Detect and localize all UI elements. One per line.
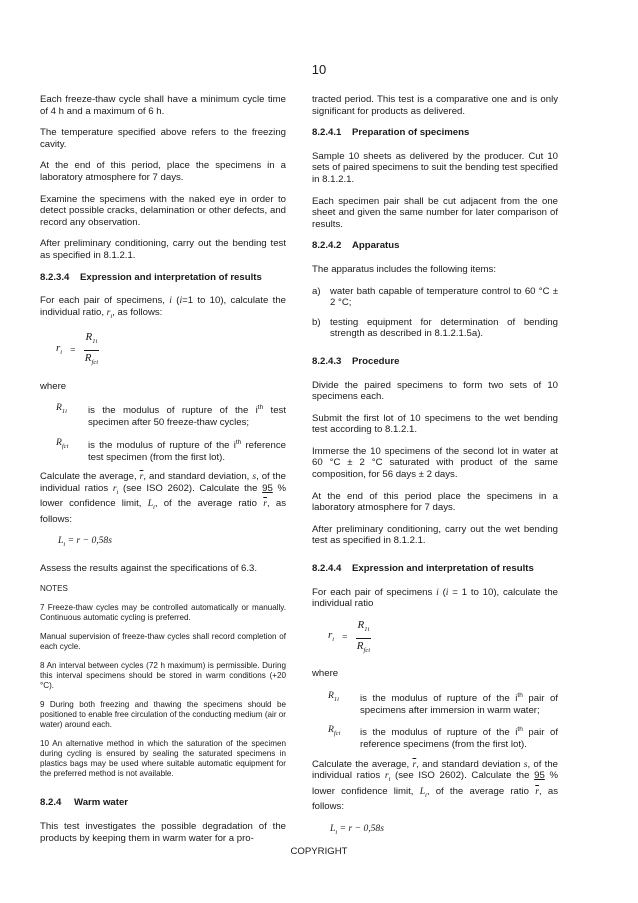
paragraph: After preliminary conditioning, carry out the bending test as specified in 8.1.2.1. (40, 238, 286, 261)
section-number: 8.2.3.4 (40, 271, 70, 283)
paragraph: The apparatus includes the following items: (312, 263, 496, 275)
paragraph: Each freeze-thaw cycle shall have a minimum cycle time of 4 h and a maximum of 6 h. (40, 94, 286, 117)
paragraph: tracted period. This test is a comparative one and is only significant for products as delivered. (312, 94, 558, 117)
paragraph: Sample 10 sheets as delivered by the producer. Cut 10 sets of paired specimens to suit the bending test specified in 8.1.2.1. (312, 150, 558, 185)
section-title: Procedure (352, 355, 400, 367)
left-column (40, 94, 286, 854)
note: 7 Freeze-thaw cycles may be controlled automatically or manually. Continuous automatic cycling is preferred. (40, 603, 286, 623)
section-title: Warm water (74, 797, 129, 809)
right-column (312, 94, 558, 850)
ratio-formula: $r_i$ = $\frac{R_{1i}}{R_{fci}}$ (56, 331, 99, 367)
list-item: a) water bath capable of temperature control to 60 °C ± 2 °C; (312, 285, 558, 309)
definition-r1i: $R_{1i}$ is the modulus of rupture of the $i^{th}$ pair of specimens after immersion in warm water; (328, 689, 558, 716)
paragraph: Immerse the 10 specimens of the second lot in water at 60 °C ± 2 °C saturated with product of the same composition, for 56 days ± 2 days. (312, 445, 558, 481)
note: 8 An interval between cycles (72 h maximum) is permissible. During this interval specimens should be stored in warm conditions (+20 °C). (40, 661, 286, 691)
paragraph: Calculate the average, $\overline{r}$, and standard deviation, s, of the individual ratios $r_i$ (see ISO 2602). Calculate the 95 % lower confidence limit, $L_i$, of the average ratio $\overline{r}$, as follows: (40, 471, 287, 525)
paragraph: This test investigates the possible degradation of the products by keeping them in warm water for a pro- (40, 821, 286, 844)
section-number: 8.2.4.2 (312, 240, 342, 252)
paragraph: Calculate the average, $\overline{r}$, and standard deviation s, of the individual ratios $r_i$ (see ISO 2602). Calculate the 95 % lower confidence limit, $L_i$, of the average ratio $\overline{r}$, as follows: (312, 758, 559, 813)
list-item: b) testing equipment for determination of bending strength as described in 8.1.2.1.5a). (312, 316, 558, 340)
definition-rfci: $R_{fci}$ is the modulus of rupture of the $i^{th}$ pair of reference specimens (from the first lot). (328, 724, 558, 751)
section-heading (312, 356, 558, 368)
section-heading (312, 563, 558, 575)
section-number: 8.2.4.1 (312, 127, 342, 139)
section-number: 8.2.4.4 (312, 563, 342, 575)
paragraph: Assess the results against the specifications of 6.3. (40, 562, 258, 574)
paragraph: Each specimen pair shall be cut adjacent from the one sheet and given the same number for later comparison of results. (312, 195, 558, 230)
section-heading (40, 797, 286, 809)
section-heading (40, 272, 286, 284)
paragraph: For each pair of specimens, i (i=1 to 10), calculate the individual ratio, $r_i$, as follows: (40, 295, 286, 320)
note: Manual supervision of freeze-thaw cycles shall record completion of each cycle. (40, 632, 286, 652)
section-number: 8.2.4 (40, 797, 62, 809)
section-heading (312, 127, 558, 139)
paragraph: Divide the paired specimens to form two sets of 10 specimens each. (312, 379, 558, 403)
note: 10 An alternative method in which the saturation of the specimen during cycling is ensured by sealing the saturated specimens in plastics bags may be used where suitable automatic equipment for the preferred method is not available. (40, 739, 286, 779)
where-label: where (312, 668, 339, 680)
paragraph: Submit the first lot of 10 specimens to the wet bending test according to 8.1.2.1. (312, 412, 558, 436)
section-title: Expression and interpretation of results (80, 271, 262, 283)
section-title: Apparatus (352, 240, 400, 252)
notes-title: NOTES (40, 584, 68, 594)
note: 9 During both freezing and thawing the specimens should be positioned to enable free circulation of the conducting medium (air or water) around each. (40, 700, 286, 730)
confidence-limit-formula: $L_i = r - 0,58s$ (58, 535, 112, 549)
definition-r1i: $R_{1i}$ is the modulus of rupture of the $i^{th}$ test specimen after 50 freeze-thaw cycles; (56, 402, 286, 429)
paragraph: For each pair of specimens i (i = 1 to 10), calculate the individual ratio (312, 586, 558, 610)
section-title: Preparation of specimens (352, 127, 470, 139)
paragraph: At the end of this period, place the specimens in a laboratory atmosphere for 7 days. (40, 160, 286, 183)
section-heading (312, 240, 558, 252)
footer-copyright: COPYRIGHT (290, 846, 348, 857)
paragraph: The temperature specified above refers to the freezing cavity. (40, 127, 286, 150)
paragraph: At the end of this period place the specimens in a laboratory atmosphere for 7 days. (312, 490, 558, 514)
section-title: Expression and interpretation of results (352, 563, 534, 575)
paragraph: Examine the specimens with the naked eye in order to detect possible cracks, delamination or other defects, and record any observation. (40, 193, 286, 228)
definition-rfci: $R_{fci}$ is the modulus of rupture of the $i^{th}$ reference test specimen (from the first lot). (56, 436, 286, 463)
ratio-formula: $r_i$ = $\frac{R_{1i}}{R_{fci}}$ (328, 618, 371, 654)
paragraph: After preliminary conditioning, carry out the wet bending test as specified in 8.1.2.1. (312, 523, 558, 547)
confidence-limit-formula: $L_i = r - 0,58s$ (330, 822, 384, 836)
page-number: 10 (311, 62, 327, 77)
notes (40, 584, 286, 779)
section-number: 8.2.4.3 (312, 355, 342, 367)
where-label: where (40, 380, 67, 392)
